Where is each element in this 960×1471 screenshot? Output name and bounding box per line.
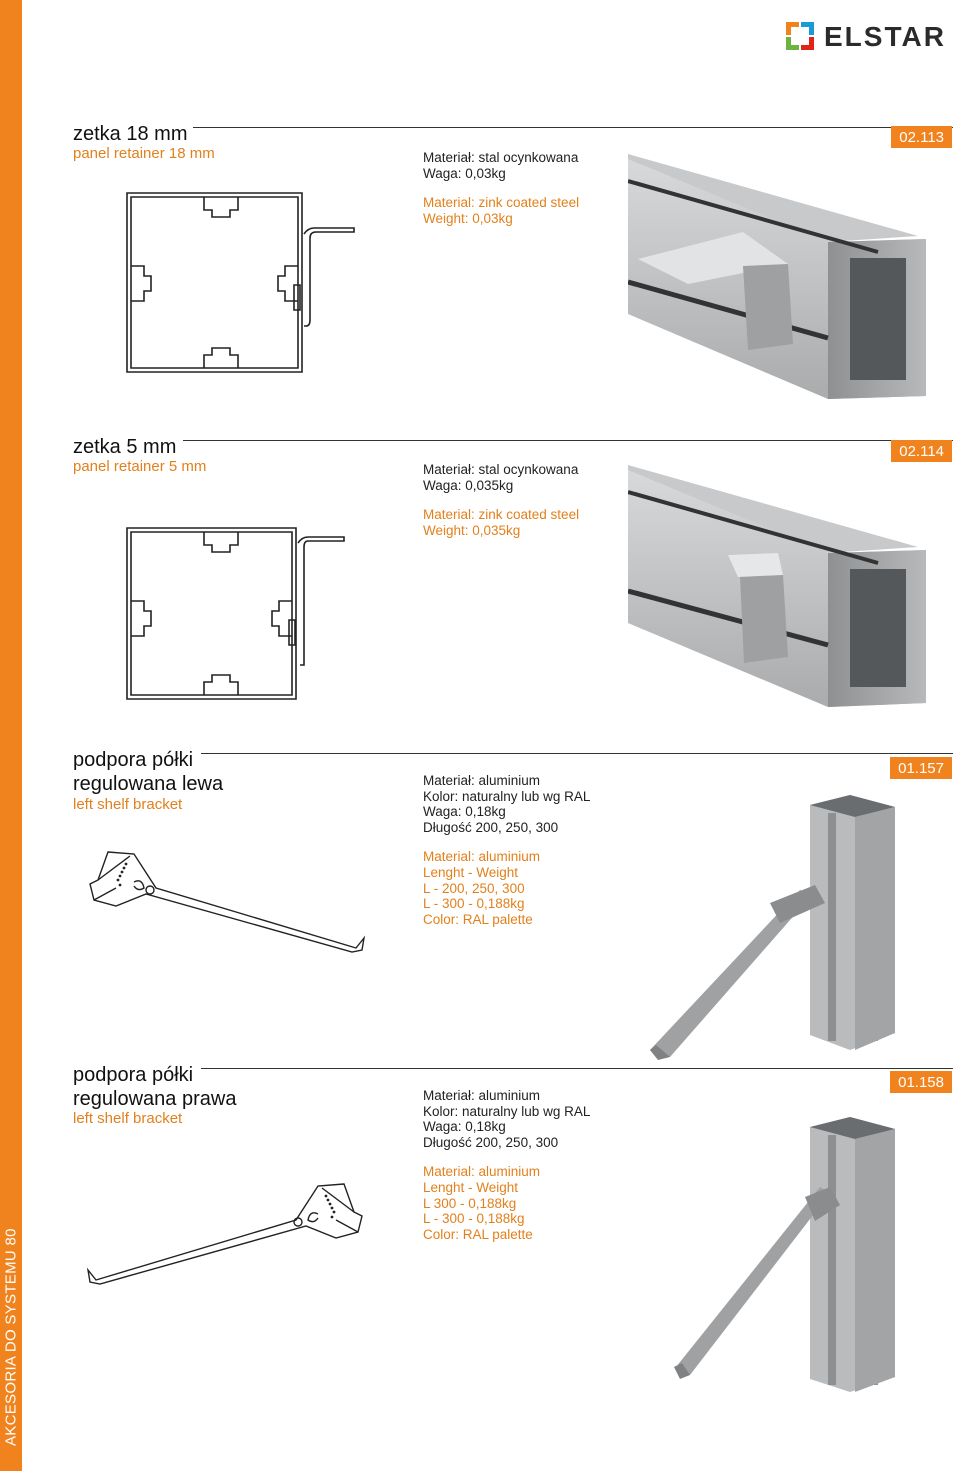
- profile-section-drawing: [124, 525, 360, 703]
- title-rule: [183, 440, 953, 441]
- spec-line: L - 300 - 0,188kg: [423, 896, 525, 912]
- spec-line: Waga: 0,18kg: [423, 1119, 506, 1135]
- spec-line: Lenght - Weight: [423, 864, 519, 880]
- spec-line: Material: zink coated steel: [423, 507, 580, 523]
- product-title: zetka 18 mm: [73, 123, 188, 145]
- product-code: 02.114: [891, 440, 952, 462]
- spec-line: Długość 200, 250, 300: [423, 1134, 559, 1150]
- product-title: podpora półki: [73, 749, 194, 771]
- spec-line: Materiał: stal ocynkowana: [423, 462, 579, 477]
- spec-line: Weight: 0,035kg: [423, 522, 521, 538]
- title-rule: [201, 1068, 953, 1069]
- brand-name: ELSTAR: [824, 21, 946, 52]
- product-title: podpora półki: [73, 1064, 194, 1086]
- spec-line: Material: zink coated steel: [423, 195, 580, 211]
- sidebar-band: [0, 0, 22, 1471]
- spec-line: Waga: 0,03kg: [423, 165, 506, 181]
- product-subtitle: left shelf bracket: [73, 796, 183, 813]
- product-code: 01.158: [890, 1071, 952, 1093]
- bracket-drawing: [86, 848, 370, 954]
- spec-line: Material: aluminium: [423, 1164, 541, 1180]
- product-specs: [423, 773, 590, 927]
- spec-line: Materiał: stal ocynkowana: [423, 150, 579, 165]
- product-specs: [423, 150, 579, 226]
- spec-line: Color: RAL palette: [423, 1226, 533, 1242]
- spec-line: Kolor: naturalny lub wg RAL: [423, 1103, 591, 1119]
- product-render: [628, 465, 926, 715]
- profile-section-drawing: [124, 190, 360, 376]
- title-rule: [193, 127, 953, 128]
- title-rule: [201, 753, 953, 754]
- spec-line: L - 300 - 0,188kg: [423, 1211, 525, 1227]
- product-subtitle: panel retainer 18 mm: [73, 145, 215, 162]
- product-code: 02.113: [891, 126, 952, 148]
- product-code: 01.157: [890, 757, 952, 779]
- spec-line: Weight: 0,03kg: [423, 210, 513, 226]
- spec-line: Kolor: naturalny lub wg RAL: [423, 788, 591, 804]
- spec-line: Color: RAL palette: [423, 911, 533, 927]
- brand-logo: [784, 20, 956, 52]
- spec-line: Waga: 0,035kg: [423, 477, 514, 493]
- bracket-render: [650, 795, 900, 1060]
- spec-line: L 300 - 0,188kg: [423, 1195, 517, 1211]
- product-specs: [423, 1088, 590, 1242]
- logo-mark-icon: [784, 20, 816, 52]
- spec-line: Material: aluminium: [423, 849, 541, 865]
- product-title: regulowana prawa: [73, 1088, 237, 1110]
- spec-line: Materiał: aluminium: [423, 773, 541, 788]
- product-render: [628, 154, 926, 410]
- product-subtitle: panel retainer 5 mm: [73, 458, 207, 475]
- product-title: zetka 5 mm: [73, 436, 177, 458]
- product-subtitle: left shelf bracket: [73, 1110, 183, 1127]
- spec-line: Długość 200, 250, 300: [423, 819, 559, 835]
- product-title: regulowana lewa: [73, 773, 224, 795]
- spec-line: L - 200, 250, 300: [423, 880, 525, 896]
- bracket-drawing: [82, 1180, 366, 1286]
- spec-line: Lenght - Weight: [423, 1179, 519, 1195]
- spec-line: Waga: 0,18kg: [423, 804, 506, 820]
- spec-line: Materiał: aluminium: [423, 1088, 541, 1103]
- sidebar-label: AKCESORIA DO SYSTEMU 80: [2, 1228, 20, 1446]
- product-specs: [423, 462, 579, 538]
- bracket-render: [670, 1117, 900, 1397]
